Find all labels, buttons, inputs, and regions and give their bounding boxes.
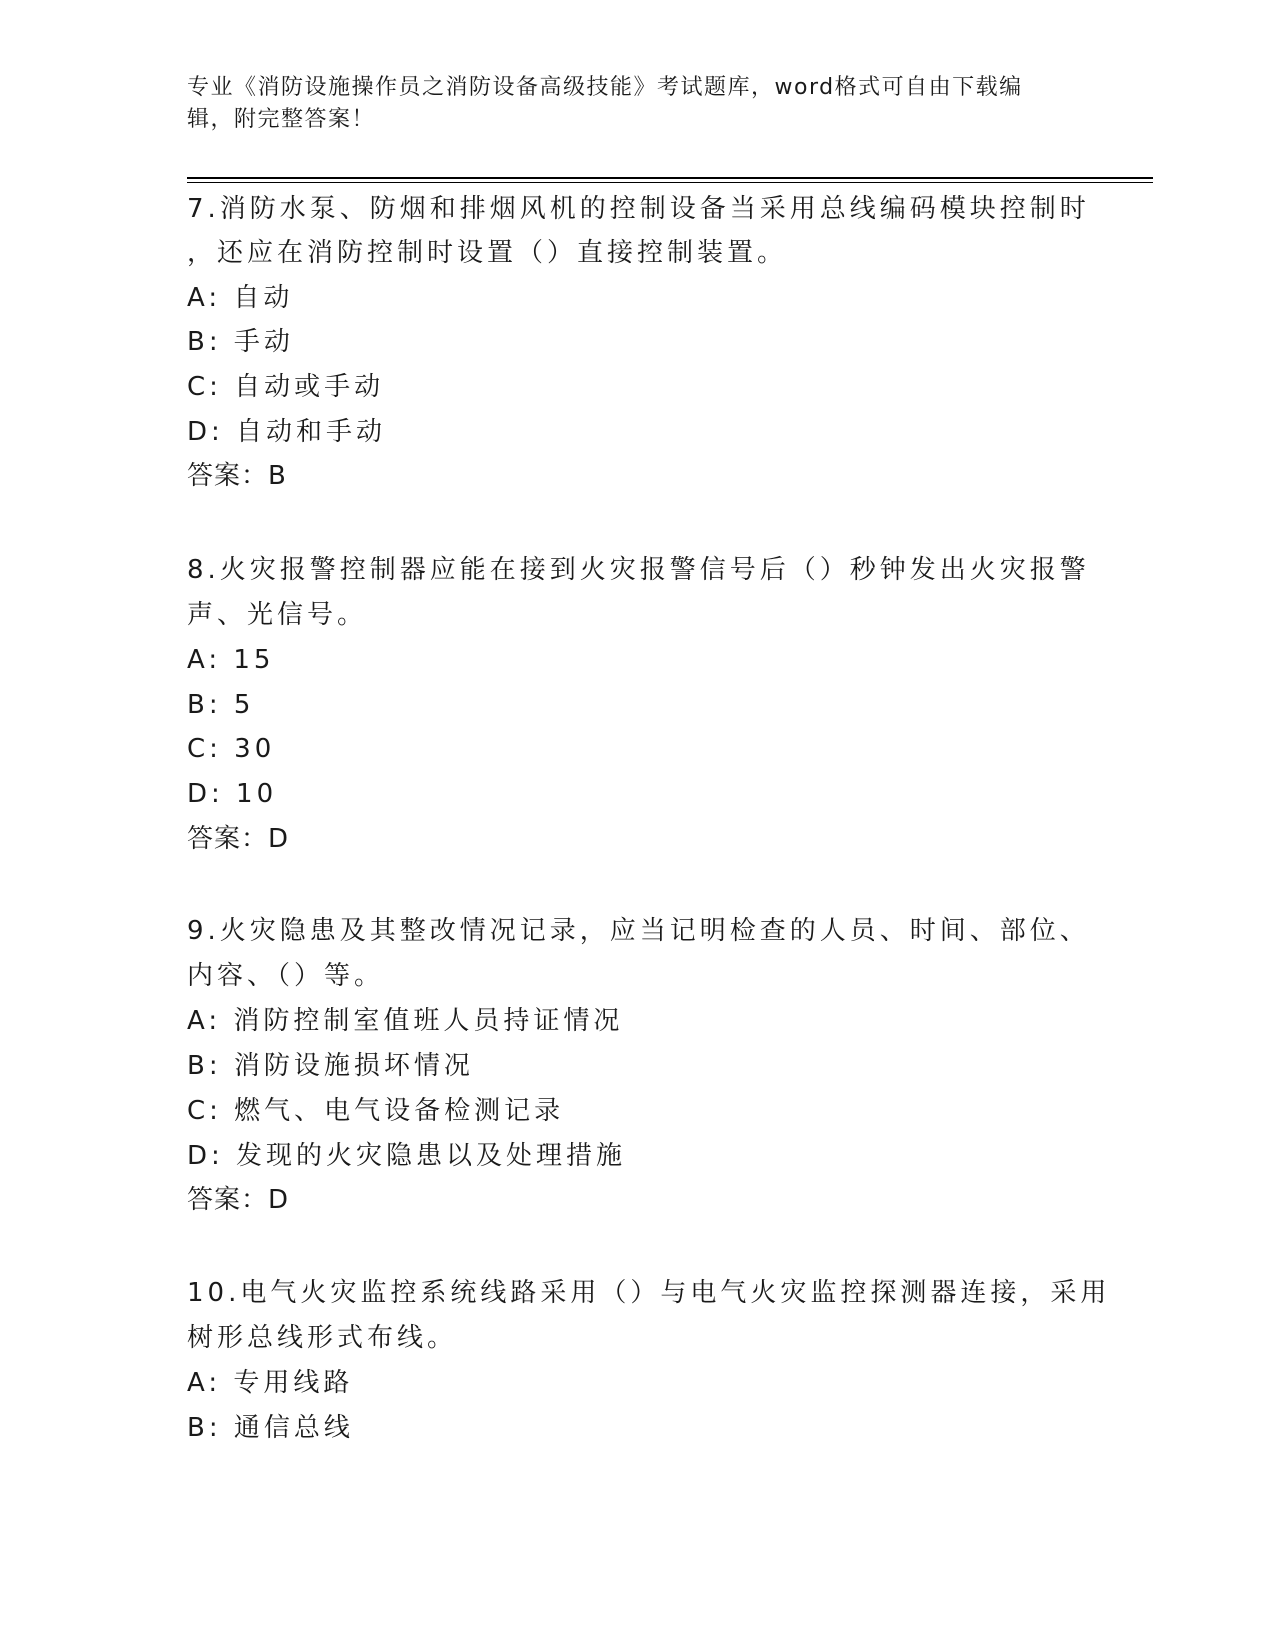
header-line-1: 专业《消防设施操作员之消防设备高级技能》考试题库，word格式可自由下载编 [187, 75, 1023, 100]
question-8-option-a: A: 15 [187, 645, 275, 675]
question-8-stem-line-1: 8.火灾报警控制器应能在接到火灾报警信号后（）秒钟发出火灾报警 [187, 555, 1090, 585]
question-9-stem-line-2: 内容、（）等。 [187, 961, 385, 991]
question-9-option-a: A: 消防控制室值班人员持证情况 [187, 1006, 624, 1036]
question-8-option-b: B: 5 [187, 690, 255, 720]
question-7-option-c: C: 自动或手动 [187, 372, 385, 402]
question-7-stem-line-2: ，还应在消防控制时设置（）直接控制装置。 [187, 238, 788, 268]
question-8-answer: 答案：D [187, 824, 290, 854]
question-10-option-b: B: 通信总线 [187, 1413, 354, 1443]
question-9-stem-line-1: 9.火灾隐患及其整改情况记录，应当记明检查的人员、时间、部位、 [187, 916, 1090, 946]
question-8-stem-line-2: 声、光信号。 [187, 600, 368, 630]
question-8-option-d: D: 10 [187, 779, 278, 809]
question-9-option-d: D: 发现的火灾隐患以及处理措施 [187, 1141, 627, 1171]
question-9-answer: 答案：D [187, 1185, 290, 1215]
question-10-stem-line-2: 树形总线形式布线。 [187, 1323, 458, 1353]
header-divider-top [187, 177, 1153, 179]
header-divider-bottom [187, 182, 1153, 183]
question-7-stem-line-1: 7.消防水泵、防烟和排烟风机的控制设备当采用总线编码模块控制时 [187, 194, 1090, 224]
question-8-option-c: C: 30 [187, 734, 276, 764]
question-7-option-a: A: 自动 [187, 283, 294, 313]
document-header [187, 72, 1067, 136]
question-9-option-b: B: 消防设施损坏情况 [187, 1051, 474, 1081]
header-line-2: 辑，附完整答案！ [187, 107, 376, 132]
question-7-option-b: B: 手动 [187, 327, 294, 357]
question-10-option-a: A: 专用线路 [187, 1368, 354, 1398]
question-7-option-d: D: 自动和手动 [187, 417, 387, 447]
question-10-stem-line-1: 10.电气火灾监控系统线路采用（）与电气火灾监控探测器连接，采用 [187, 1278, 1111, 1308]
question-9-option-c: C: 燃气、电气设备检测记录 [187, 1096, 565, 1126]
question-7-answer: 答案：B [187, 461, 287, 491]
